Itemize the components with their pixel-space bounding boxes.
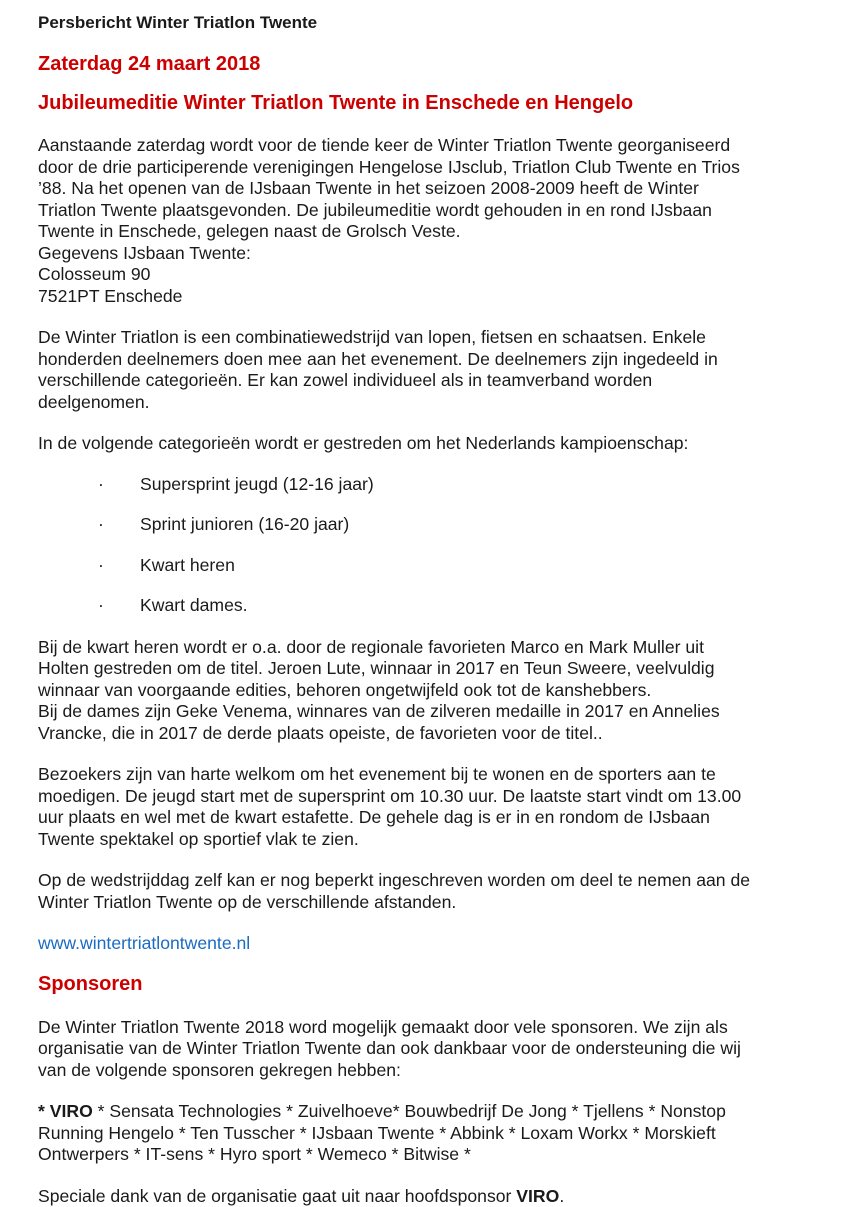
sponsors-list-paragraph	[38, 1101, 819, 1166]
main-sponsor-name: VIRO	[50, 1101, 93, 1121]
website-link[interactable]: www.wintertriatlontwente.nl	[38, 933, 250, 953]
bullet-icon: ·	[38, 514, 140, 536]
visitors-line: uur plaats en wel met de kwart estafette. De gehele dag is er in en rondom de IJsbaan	[38, 807, 710, 827]
website-paragraph	[38, 933, 819, 955]
intro-line: door de drie participerende verenigingen Hengelose IJsclub, Triatlon Club Twente en Trios	[38, 157, 740, 177]
document-title: Persbericht Winter Triatlon Twente	[38, 12, 819, 34]
category-label: Kwart heren	[140, 555, 235, 577]
description-paragraph	[38, 327, 819, 413]
bullet-icon: ·	[38, 555, 140, 577]
venue-label: Gegevens IJsbaan Twente:	[38, 243, 251, 263]
sponsors-intro-paragraph	[38, 1017, 819, 1082]
category-label: Sprint junioren (16-20 jaar)	[140, 514, 349, 536]
thanks-end: .	[559, 1186, 564, 1206]
thanks-text: Speciale dank van de organisatie gaat uit naar hoofdsponsor	[38, 1186, 516, 1206]
thanks-sponsor-name: VIRO	[516, 1186, 559, 1206]
favorites-paragraph	[38, 637, 819, 745]
intro-line: ’88. Na het openen van de IJsbaan Twente in het seizoen 2008-2009 heeft de Winter	[38, 178, 699, 198]
bullet-icon: ·	[38, 595, 140, 617]
venue-postcode-city: 7521PT Enschede	[38, 286, 182, 306]
list-item	[38, 514, 819, 536]
visitors-paragraph	[38, 764, 819, 850]
list-item	[38, 474, 819, 496]
intro-paragraph	[38, 135, 819, 307]
category-label: Supersprint jeugd (12-16 jaar)	[140, 474, 374, 496]
description-line: De Winter Triatlon is een combinatiewedstrijd van lopen, fietsen en schaatsen. Enkele	[38, 327, 706, 347]
sponsors-intro-line: De Winter Triatlon Twente 2018 word mogelijk gemaakt door vele sponsoren. We zijn als	[38, 1017, 728, 1037]
list-item	[38, 555, 819, 577]
sponsors-list-line: Ontwerpers * IT-sens * Hyro sport * Wemeco * Bitwise *	[38, 1144, 471, 1164]
description-line: verschillende categorieën. Er kan zowel individueel als in teamverband worden	[38, 370, 652, 390]
visitors-line: Bezoekers zijn van harte welkom om het evenement bij te wonen en de sporters aan te	[38, 764, 716, 784]
visitors-line: Twente spektakel op sportief vlak te zien.	[38, 829, 359, 849]
favorites-line: winnaar van voorgaande edities, behoren ongetwijfeld ook tot de kanshebbers.	[38, 680, 651, 700]
intro-line: Triatlon Twente plaatsgevonden. De jubileumeditie wordt gehouden in en rond IJsbaan	[38, 200, 712, 220]
registration-line: Op de wedstrijddag zelf kan er nog beperkt ingeschreven worden om deel te nemen aan de	[38, 870, 750, 890]
favorites-line: Bij de kwart heren wordt er o.a. door de regionale favorieten Marco en Mark Muller uit	[38, 637, 704, 657]
description-line: deelgenomen.	[38, 392, 150, 412]
category-label: Kwart dames.	[140, 595, 248, 617]
favorites-line: Bij de dames zijn Geke Venema, winnares van de zilveren medaille in 2017 en Annelies	[38, 701, 720, 721]
registration-line: Winter Triatlon Twente op de verschillende afstanden.	[38, 892, 456, 912]
sponsors-heading: Sponsoren	[38, 971, 819, 997]
description-line: honderden deelnemers doen mee aan het evenement. De deelnemers zijn ingedeeld in	[38, 349, 718, 369]
sponsors-list-line: Running Hengelo * Ten Tusscher * IJsbaan Twente * Abbink * Loxam Workx * Morskieft	[38, 1123, 716, 1143]
list-item	[38, 595, 819, 617]
sponsors-list-line: * Sensata Technologies * Zuivelhoeve* Bouwbedrijf De Jong * Tjellens * Nonstop	[93, 1101, 726, 1121]
favorites-line: Vrancke, die in 2017 de derde plaats opeiste, de favorieten voor de titel..	[38, 723, 603, 743]
thanks-paragraph	[38, 1186, 819, 1207]
categories-list	[38, 474, 819, 617]
event-date-heading: Zaterdag 24 maart 2018	[38, 51, 819, 77]
headline: Jubileumeditie Winter Triatlon Twente in Enschede en Hengelo	[38, 90, 819, 116]
intro-line: Aanstaande zaterdag wordt voor de tiende keer de Winter Triatlon Twente georganiseerd	[38, 135, 730, 155]
categories-intro: In de volgende categorieën wordt er gestreden om het Nederlands kampioenschap:	[38, 433, 819, 455]
sponsor-list-prefix: *	[38, 1101, 50, 1121]
venue-street: Colosseum 90	[38, 264, 150, 284]
bullet-icon: ·	[38, 474, 140, 496]
intro-line: Twente in Enschede, gelegen naast de Grolsch Veste.	[38, 221, 461, 241]
visitors-line: moedigen. De jeugd start met de supersprint om 10.30 uur. De laatste start vindt om 13.00	[38, 786, 741, 806]
registration-paragraph	[38, 870, 819, 913]
favorites-line: Holten gestreden om de titel. Jeroen Lute, winnaar in 2017 en Teun Sweere, veelvuldig	[38, 658, 715, 678]
sponsors-intro-line: organisatie van de Winter Triatlon Twente dan ook dankbaar voor de ondersteuning die wij	[38, 1038, 741, 1058]
sponsors-intro-line: van de volgende sponsoren gekregen hebben:	[38, 1060, 401, 1080]
